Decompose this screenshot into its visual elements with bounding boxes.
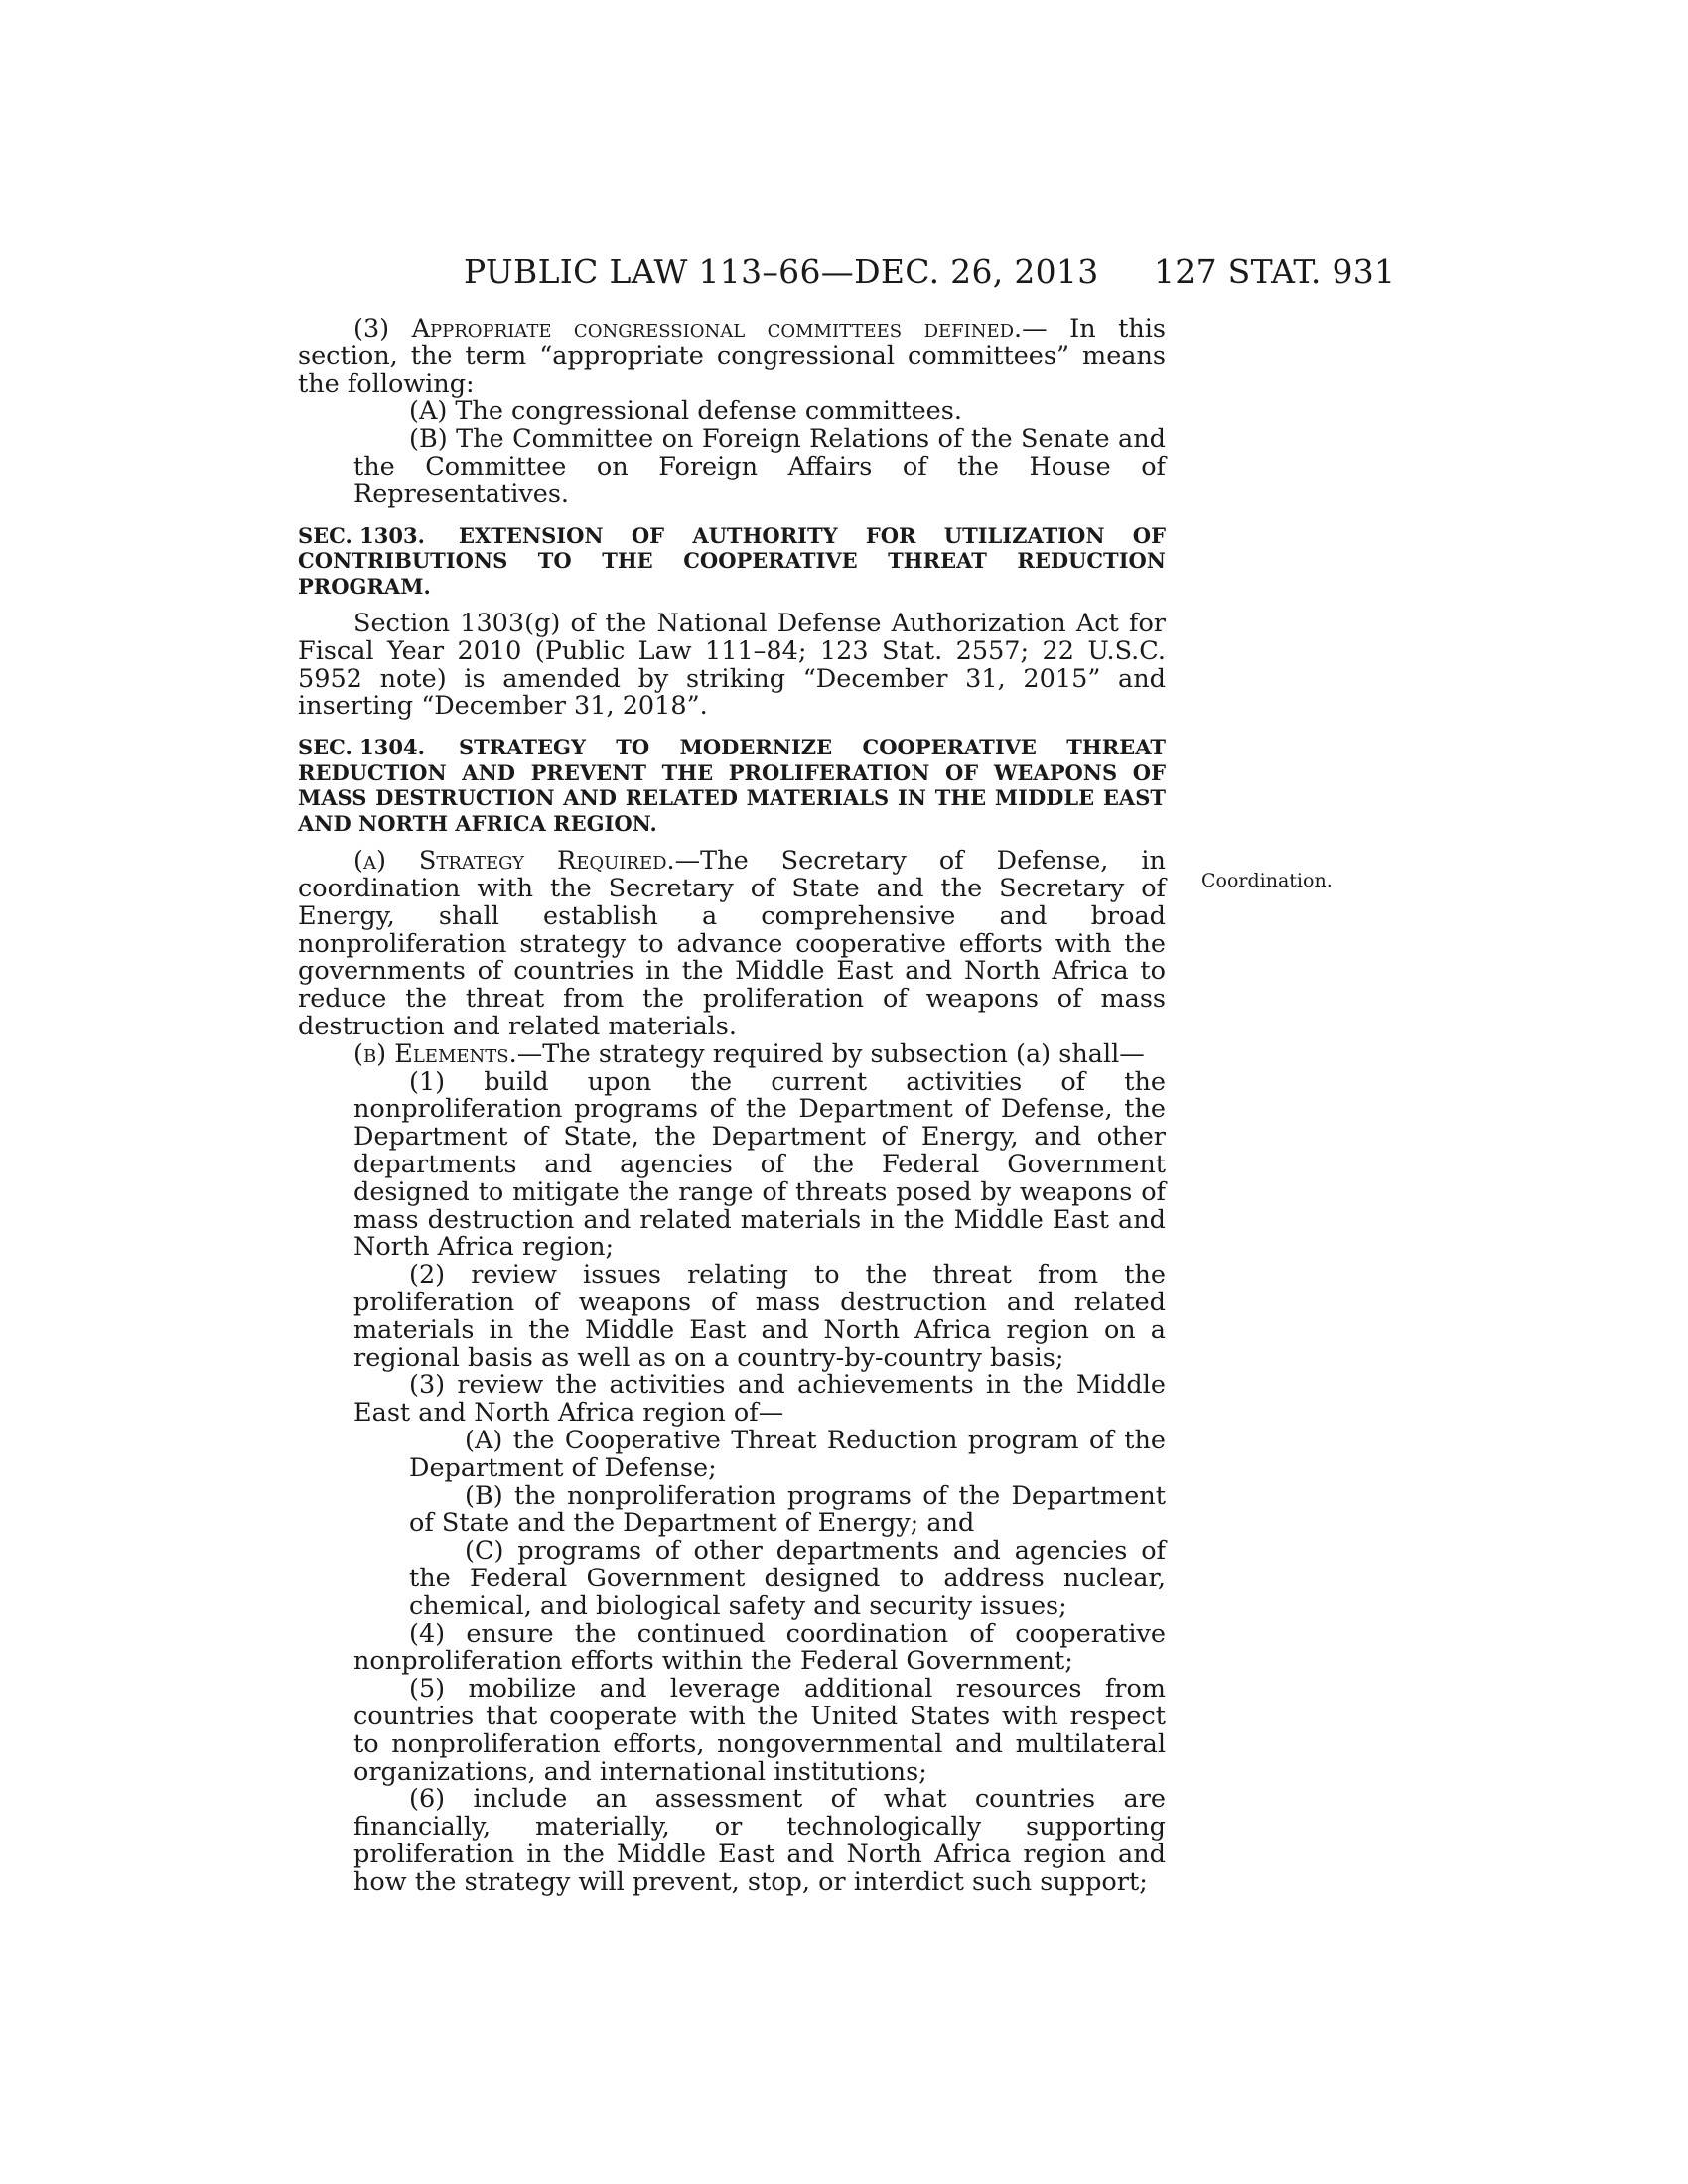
section-1303-heading — [298, 523, 1166, 600]
paragraph-b1: (1) build upon the current activities of the nonproliferation programs of the Department of Defense, the Department of State, the Department of Energy, and other departments and agencies of the Federal Government designed to mitigate the range of threats posed by weapons of mass destruction and related materials in the Middle East and North Africa region; — [353, 1066, 1166, 1263]
paragraph-3 — [298, 316, 1166, 398]
subsection-a — [298, 848, 1166, 1041]
paragraph-3-heading: (3) Appropriate congressional committees defined.— — [353, 314, 1048, 343]
paragraph-b3: (3) review the activities and achievements in the Middle East and North Africa region of— — [353, 1370, 1166, 1429]
subsection-b-heading: (b) Elements.— — [353, 1038, 543, 1069]
section-1303-number: SEC. 1303. — [298, 522, 425, 548]
subsection-b — [298, 1038, 1166, 1069]
paragraph-b2: (2) review issues relating to the threat from the proliferation of weapons of mass destruction and related materials in the Middle East and North Africa region on a regional basis as well as on a country-by-country basis; — [353, 1260, 1166, 1373]
section-1304-title: STRATEGY TO MODERNIZE COOPERATIVE THREAT REDUCTION AND PREVENT THE PROLIFERATION OF WEAPONS OF MASS DESTRUCTION AND RELATED MATERIALS IN THE MIDDLE EAST AND NORTH AFRICA REGION. — [298, 735, 1166, 836]
paragraph-3a: (A) The congressional defense committees. — [409, 396, 962, 427]
section-1303-title: EXTENSION OF AUTHORITY FOR UTILIZATION OF CONTRIBUTIONS TO THE COOPERATIVE THREAT REDUCTION PROGRAM. — [298, 522, 1166, 599]
body-text — [298, 316, 1166, 1897]
running-header-title: PUBLIC LAW 113–66—DEC. 26, 2013 — [464, 252, 1099, 291]
paragraph-b6: (6) include an assessment of what countries are financially, materially, or technologically supporting proliferation in the Middle East and North Africa region and how the strategy will prevent, stop, or interdict such support; — [353, 1784, 1166, 1897]
section-1304-number: SEC. 1304. — [298, 735, 425, 760]
section-1303-text: Section 1303(g) of the National Defense Authorization Act for Fiscal Year 2010 (Public Law 111–84; 123 Stat. 2557; 22 U.S.C. 5952 note) is amended by striking “December 31, 2015” and inserting “December 31, 2018”. — [298, 609, 1166, 722]
subsection-b-text: The strategy required by subsection (a) shall— — [542, 1038, 1145, 1069]
subsection-a-heading: (a) Strategy Required.— — [353, 846, 701, 877]
paragraph-b4: (4) ensure the continued coordination of cooperative nonproliferation efforts within the Federal Government; — [353, 1618, 1166, 1677]
paragraph-3b: (B) The Committee on Foreign Relations of the Senate and the Committee on Foreign Affairs of the House of Representatives. — [353, 424, 1166, 509]
paragraph-b3c: (C) programs of other departments and agencies of the Federal Government designed to address nuclear, chemical, and biological safety and security issues; — [409, 1536, 1166, 1621]
paragraph-3-text: In this section, the term “appropriate congressional committees” means the following: — [298, 314, 1167, 399]
margin-note: Coordination. — [1201, 870, 1333, 891]
subsection-a-text: The Secretary of Defense, in coordination with the Secretary of State and the Secretary of Energy, shall establish a comprehensive and broad nonproliferation strategy to advance cooperative efforts with the governments of countries in the Middle East and North Africa to reduce the threat from the proliferation of weapons of mass destruction and related materials. — [298, 846, 1166, 1042]
section-1304-heading — [298, 735, 1166, 836]
statute-page-number: 127 STAT. 931 — [1154, 252, 1396, 291]
paragraph-b5: (5) mobilize and leverage additional resources from countries that cooperate with the United States with respect to nonproliferation efforts, nongovernmental and multilateral organizations, and international institutions; — [353, 1674, 1166, 1787]
paragraph-b3a: (A) the Cooperative Threat Reduction program of the Department of Defense; — [409, 1426, 1166, 1483]
paragraph-b3b: (B) the nonproliferation programs of the Department of State and the Department of Energy; and — [409, 1480, 1166, 1539]
